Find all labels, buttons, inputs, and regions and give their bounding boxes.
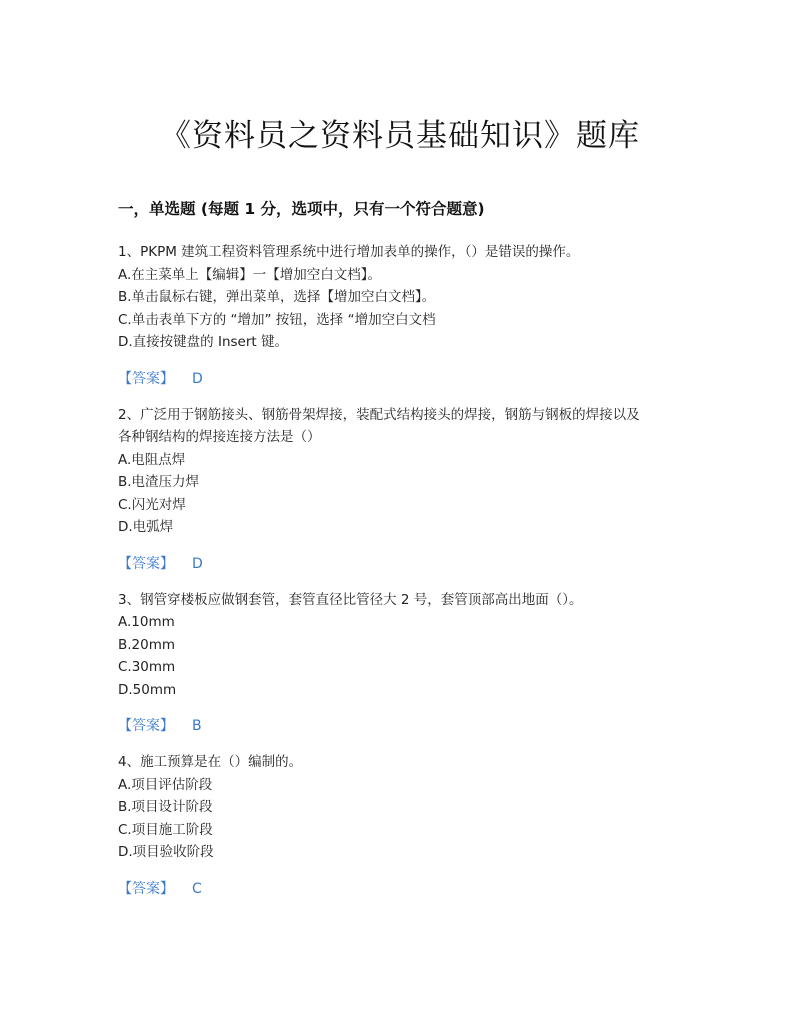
- answer-option: B.单击鼠标右键，弹出菜单，选择【增加空白文档】。: [118, 289, 436, 305]
- answer-option: C.闪光对焊: [118, 496, 186, 513]
- answer-value: D: [192, 370, 203, 387]
- answer-option: A.项目评估阶段: [118, 776, 213, 793]
- answer-value: B: [192, 718, 202, 734]
- answer-value: D: [192, 555, 203, 572]
- question-item: [118, 241, 688, 390]
- answer-line: [118, 553, 688, 575]
- answer-option: C.项目施工阶段: [118, 821, 213, 838]
- answer-option: D.项目验收阶段: [118, 844, 214, 860]
- answer-label: 【答案】: [118, 880, 174, 897]
- answer-option: A.在主菜单上【编辑】一【增加空白文档】。: [118, 266, 382, 283]
- answer-option: D.直接按键盘的 Insert 键。: [118, 334, 288, 350]
- answer-line: [118, 878, 688, 900]
- answer-option: B.20mm: [118, 636, 176, 653]
- answer-option: D.50mm: [118, 681, 177, 698]
- answer-option: C.单击表单下方的 “增加” 按钮，选择 “增加空白文档: [118, 311, 436, 328]
- answer-value: C: [192, 880, 202, 897]
- question-stem: 1、PKPM 建筑工程资料管理系统中进行增加表单的操作，（）是错误的操作。: [118, 244, 580, 260]
- answer-option: A.10mm: [118, 614, 175, 630]
- answer-option: A.电阻点焊: [118, 451, 186, 468]
- question-stem: 各种钢结构的焊接连接方法是（）: [118, 429, 321, 445]
- answer-option: D.电弧焊: [118, 519, 174, 535]
- answer-option: B.项目设计阶段: [118, 799, 213, 815]
- answer-option: B.电渣压力焊: [118, 474, 200, 490]
- answer-line: [118, 368, 688, 390]
- question-list: [118, 241, 688, 914]
- answer-option: C.30mm: [118, 659, 176, 675]
- question-item: [118, 404, 688, 575]
- document-title: 《资料员之资料员基础知识》题库: [160, 118, 640, 154]
- answer-label: 【答案】: [118, 718, 174, 734]
- section-heading: 一，单选题 (每题 1 分，选项中，只有一个符合题意): [118, 200, 485, 218]
- question-item: [118, 589, 688, 738]
- question-stem: 3、钢管穿楼板应做钢套管，套管直径比管径大 2 号，套管顶部高出地面（）。: [118, 591, 583, 608]
- question-stem: 2、广泛用于钢筋接头、钢筋骨架焊接，装配式结构接头的焊接，钢筋与钢板的焊接以及: [118, 406, 640, 423]
- answer-label: 【答案】: [118, 370, 174, 387]
- answer-line: [118, 715, 688, 737]
- question-item: [118, 751, 688, 900]
- answer-label: 【答案】: [118, 555, 174, 572]
- question-stem: 4、施工预算是在（）编制的。: [118, 754, 303, 770]
